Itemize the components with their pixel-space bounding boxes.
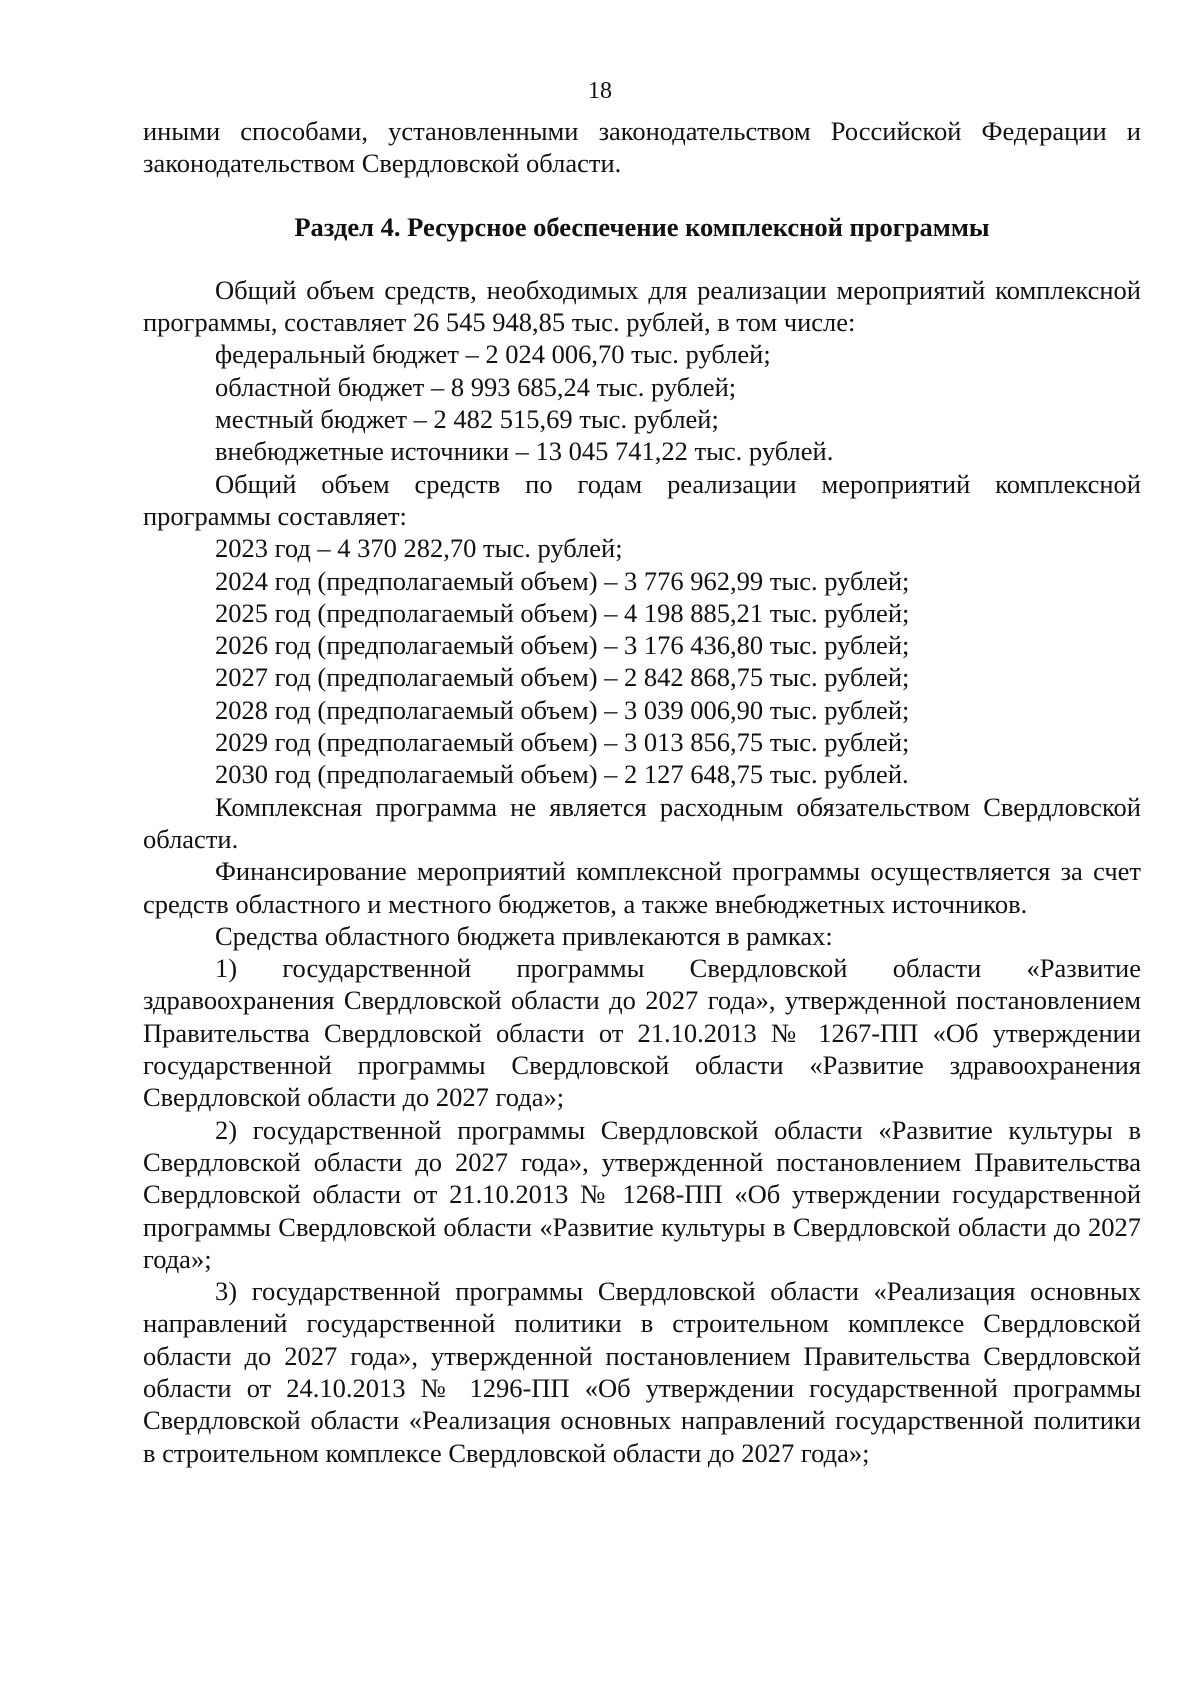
yearly-amount-item: 2023 год – 4 370 282,70 тыс. рублей; <box>215 533 623 564</box>
regional-budget-intro-paragraph: Средства областного бюджета привлекаются в рамках: <box>215 920 833 951</box>
program-item: 2) государственной программы Свердловской области «Развитие культуры в Свердловской области до 2027 года», утвержденной постановлением Правительства Свердловской области от 21.10.2013 № 1268-ПП «Об утверждении государственной программы Свердловской области «Развитие культуры в Свердловской области до 2027 года»; <box>143 1114 1141 1274</box>
program-item: 3) государственной программы Свердловской области «Реализация основных направлений государственной политики в строительном комплексе Свердловской области до 2027 года», утвержденной постановлением Правительства Свердловской области от 24.10.2013 № 1296-ПП «Об утверждении государственной программы Свердловской области «Реализация основных направлений государственной политики в строительном комплексе Свердловской области до 2027 года»; <box>143 1276 1141 1468</box>
budget-source-item: федеральный бюджет – 2 024 006,70 тыс. рублей; <box>215 339 771 370</box>
page-number: 18 <box>588 78 612 104</box>
total-intro-paragraph: Общий объем средств, необходимых для реализации мероприятий комплексной программы, составляет 26 545 948,85 тыс. рублей, в том числе: <box>143 274 1141 338</box>
budget-sources-list <box>143 338 1141 467</box>
budget-source-item: областной бюджет – 8 993 685,24 тыс. рублей; <box>215 371 737 402</box>
yearly-amount-item: 2026 год (предполагаемый объем) – 3 176 436,80 тыс. рублей; <box>215 630 910 661</box>
programs-list <box>143 952 1141 1469</box>
continuation-paragraph: иными способами, установленными законодательством Российской Федерации и законодательством Свердловской области. <box>143 116 1141 179</box>
yearly-amount-item: 2028 год (предполагаемый объем) – 3 039 006,90 тыс. рублей; <box>215 694 910 725</box>
financing-paragraph: Финансирование мероприятий комплексной программы осуществляется за счет средств областного и местного бюджетов, а также внебюджетных источников. <box>143 856 1141 919</box>
yearly-amount-item: 2024 год (предполагаемый объем) – 3 776 962,99 тыс. рублей; <box>215 565 910 596</box>
program-item: 1) государственной программы Свердловской области «Развитие здравоохранения Свердловской области до 2027 года», утвержденной постановлением Правительства Свердловской области от 21.10.2013 № 1267-ПП «Об утверждении государственной программы Свердловской области «Развитие здравоохранения Свердловской области до 2027 года»; <box>143 953 1141 1113</box>
yearly-amounts-list <box>143 532 1141 790</box>
budget-source-item: местный бюджет – 2 482 515,69 тыс. рублей; <box>215 404 719 435</box>
section-title: Раздел 4. Ресурсное обеспечение комплексной программы <box>294 211 990 242</box>
yearly-amount-item: 2030 год (предполагаемый объем) – 2 127 648,75 тыс. рублей. <box>215 759 909 790</box>
not-obligation-paragraph: Комплексная программа не является расходным обязательством Свердловской области. <box>143 791 1141 854</box>
yearly-amount-item: 2025 год (предполагаемый объем) – 4 198 885,21 тыс. рублей; <box>215 597 910 628</box>
by-years-intro-paragraph: Общий объем средств по годам реализации мероприятий комплексной программы составляет: <box>143 468 1141 531</box>
yearly-amount-item: 2029 год (предполагаемый объем) – 3 013 856,75 тыс. рублей; <box>215 727 910 758</box>
document-body <box>143 115 1141 1469</box>
yearly-amount-item: 2027 год (предполагаемый объем) – 2 842 868,75 тыс. рублей; <box>215 662 910 693</box>
budget-source-item: внебюджетные источники – 13 045 741,22 тыс. рублей. <box>215 436 834 467</box>
